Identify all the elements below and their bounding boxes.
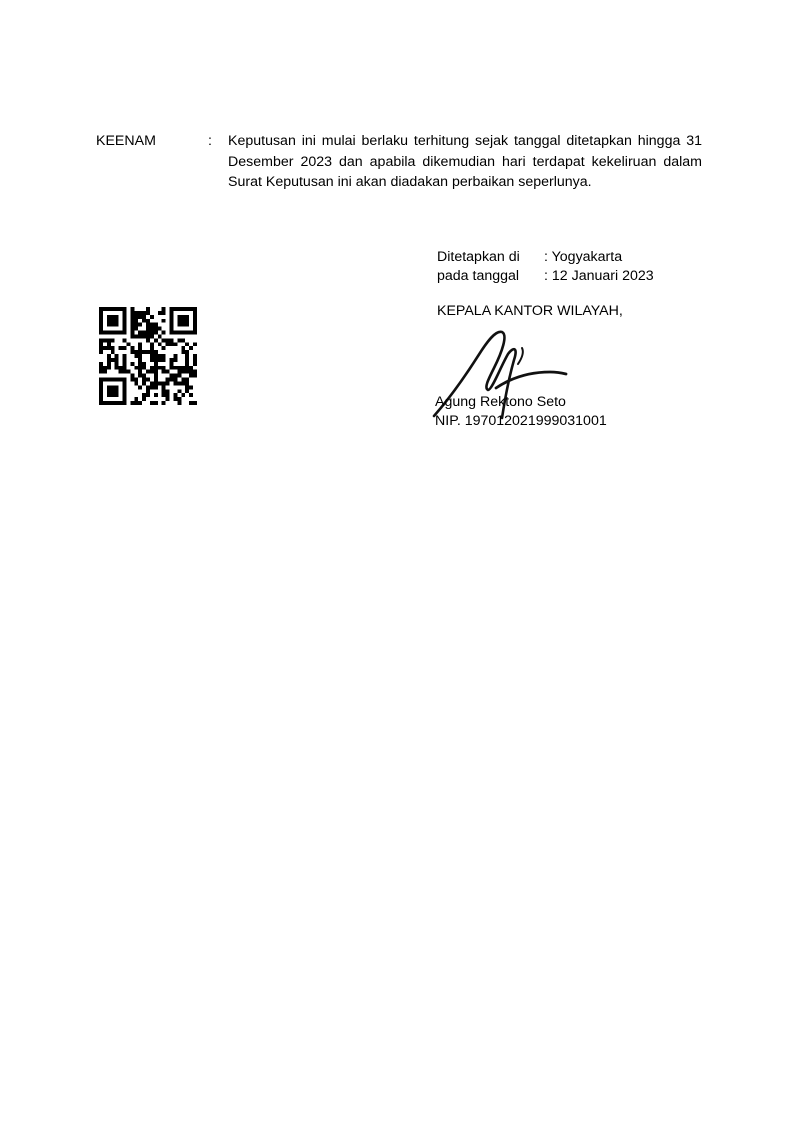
signer-nip: NIP. 197012021999031001 — [435, 412, 607, 429]
place-value: : Yogyakarta — [544, 249, 623, 265]
clause-separator: : — [208, 133, 212, 149]
date-label: pada tanggal — [437, 267, 520, 284]
place-label: Ditetapkan di — [437, 249, 520, 265]
clause-label: KEENAM — [96, 133, 156, 149]
date-value: : 12 Januari 2023 — [544, 267, 654, 284]
signer-name: Agung Rektono Seto — [435, 394, 566, 410]
signer-block — [435, 393, 607, 430]
clause-text: Keputusan ini mulai berlaku terhitung sejak tanggal ditetapkan hingga 31 Desember 2023 dan apabila dikemudian hari terdapat kekeliruan dalam Surat Keputusan ini akan diadakan perbaikan seperlunya. — [228, 133, 702, 190]
official-position: KEPALA KANTOR WILAYAH, — [437, 303, 623, 319]
qr-code-icon — [99, 307, 197, 405]
